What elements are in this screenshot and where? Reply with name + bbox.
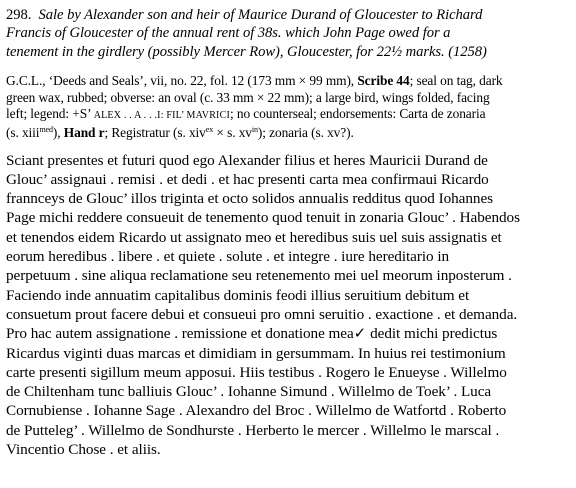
scribe-label: Scribe 44 [357,73,410,89]
superscript: ex [205,125,214,134]
charter-line: Sciant presentes et futuri quod ego Alexander filius et heres Mauricii Durand de [6,151,488,169]
charter-line: Pro hac autem assignatione . remissione et donatione mea✓ dedit michi predictus [6,325,498,343]
description-line-1 [6,73,570,90]
description-text: ; Registratur (s. xiv [104,125,206,140]
charter-line: Vincentio Chose . et aliis. [6,441,161,459]
charter-line: consuetum prout facere debui et consueui pro omni seruitio . exactione . et demanda. [6,305,518,323]
charter-line: de Putteleg’ . Willelmo de Sondhurste . Herberto le mercer . Willelmo le marscal . [6,421,500,439]
heading-line-2: Francis of Gloucester of the annual rent of 38s. which John Page owed for a [6,25,451,42]
charter-line: perpetuum . sine aliqua reclamatione seu retenemento mei uel meorum inposterum . [6,267,512,285]
charter-line: carte presenti sigillum meum apposui. Hiis testibus . Rogero le Enueyse . Willelmo [6,363,507,381]
description-text: × s. xv [213,125,252,140]
charter-line: Cornubiense . Iohanne Sage . Alexandro del Broc . Willelmo de Watfortd . Roberto [6,402,507,420]
entry-date: (1258) [448,43,487,60]
description-line-2: green wax, rubbed; obverse: an oval (c. 33 mm × 22 mm); a large bird, wings folded, facing [6,89,490,105]
entry-title-line: Sale by Alexander son and heir of Maurice Durand of Gloucester to Richard [38,7,483,23]
charter-line: Ricardus viginti duas marcas et dimidiam in gersummam. In huius rei testimonium [6,344,506,362]
heading-line-3 [6,43,570,61]
description-text: ); zonaria (s. xv?). [257,125,354,140]
entry-number: 298. [6,7,32,23]
charter-text [6,151,570,460]
superscript: in [251,125,258,134]
charter-line: Page michi reddere consueuit de tenemento quod tenuit in zonaria Glouc’ . Habendos [6,209,520,227]
seal-legend: ALEX . . A . . .I: FIL’ MAVRICI [93,110,230,122]
description-block [6,73,570,141]
heading-line-1 [6,6,570,24]
charter-line: et tenendos eidem Ricardo ut assignato meo et heredibus suis uel suis assignatis et [6,228,502,246]
description-line-3 [6,106,570,125]
description-text: (s. xiii [6,125,40,140]
entry-heading [6,6,570,61]
charter-line: Glouc’ assignaui . remisi . et dedi . et hac presenti carta mea confirmaui Ricardo [6,170,489,188]
description-line-4 [6,125,570,142]
description-text: left; legend: +S’ [6,106,94,122]
description-text: G.C.L., ‘Deeds and Seals’, vii, no. 22, fol. 12 (173 mm × 99 mm), [6,73,358,89]
charter-line: Faciendo inde annuatim capitalibus dominis feodi illius seruitium debitum et [6,286,470,304]
charter-line: eorum heredibus . libere . et quiete . solute . et integre . iure hereditario in [6,248,450,266]
description-text: ; no counterseal; endorsements: Carta de zonaria [230,106,486,122]
description-text: ), [52,125,64,140]
description-text: ; seal on tag, dark [409,73,503,89]
superscript: med [39,125,53,134]
entry-title-line: tenement in the girdlery (possibly Mercer Row), Gloucester, for 22½ marks. [6,43,445,60]
charter-line: frannceys de Glouc’ illos triginta et octo solidos annualis redditus quod Iohannes [6,190,493,208]
hand-label: Hand r [63,125,105,140]
charter-line: de Chiltenham tunc balliuis Glouc’ . Iohanne Simund . Willelmo de Toek’ . Luca [6,383,492,401]
